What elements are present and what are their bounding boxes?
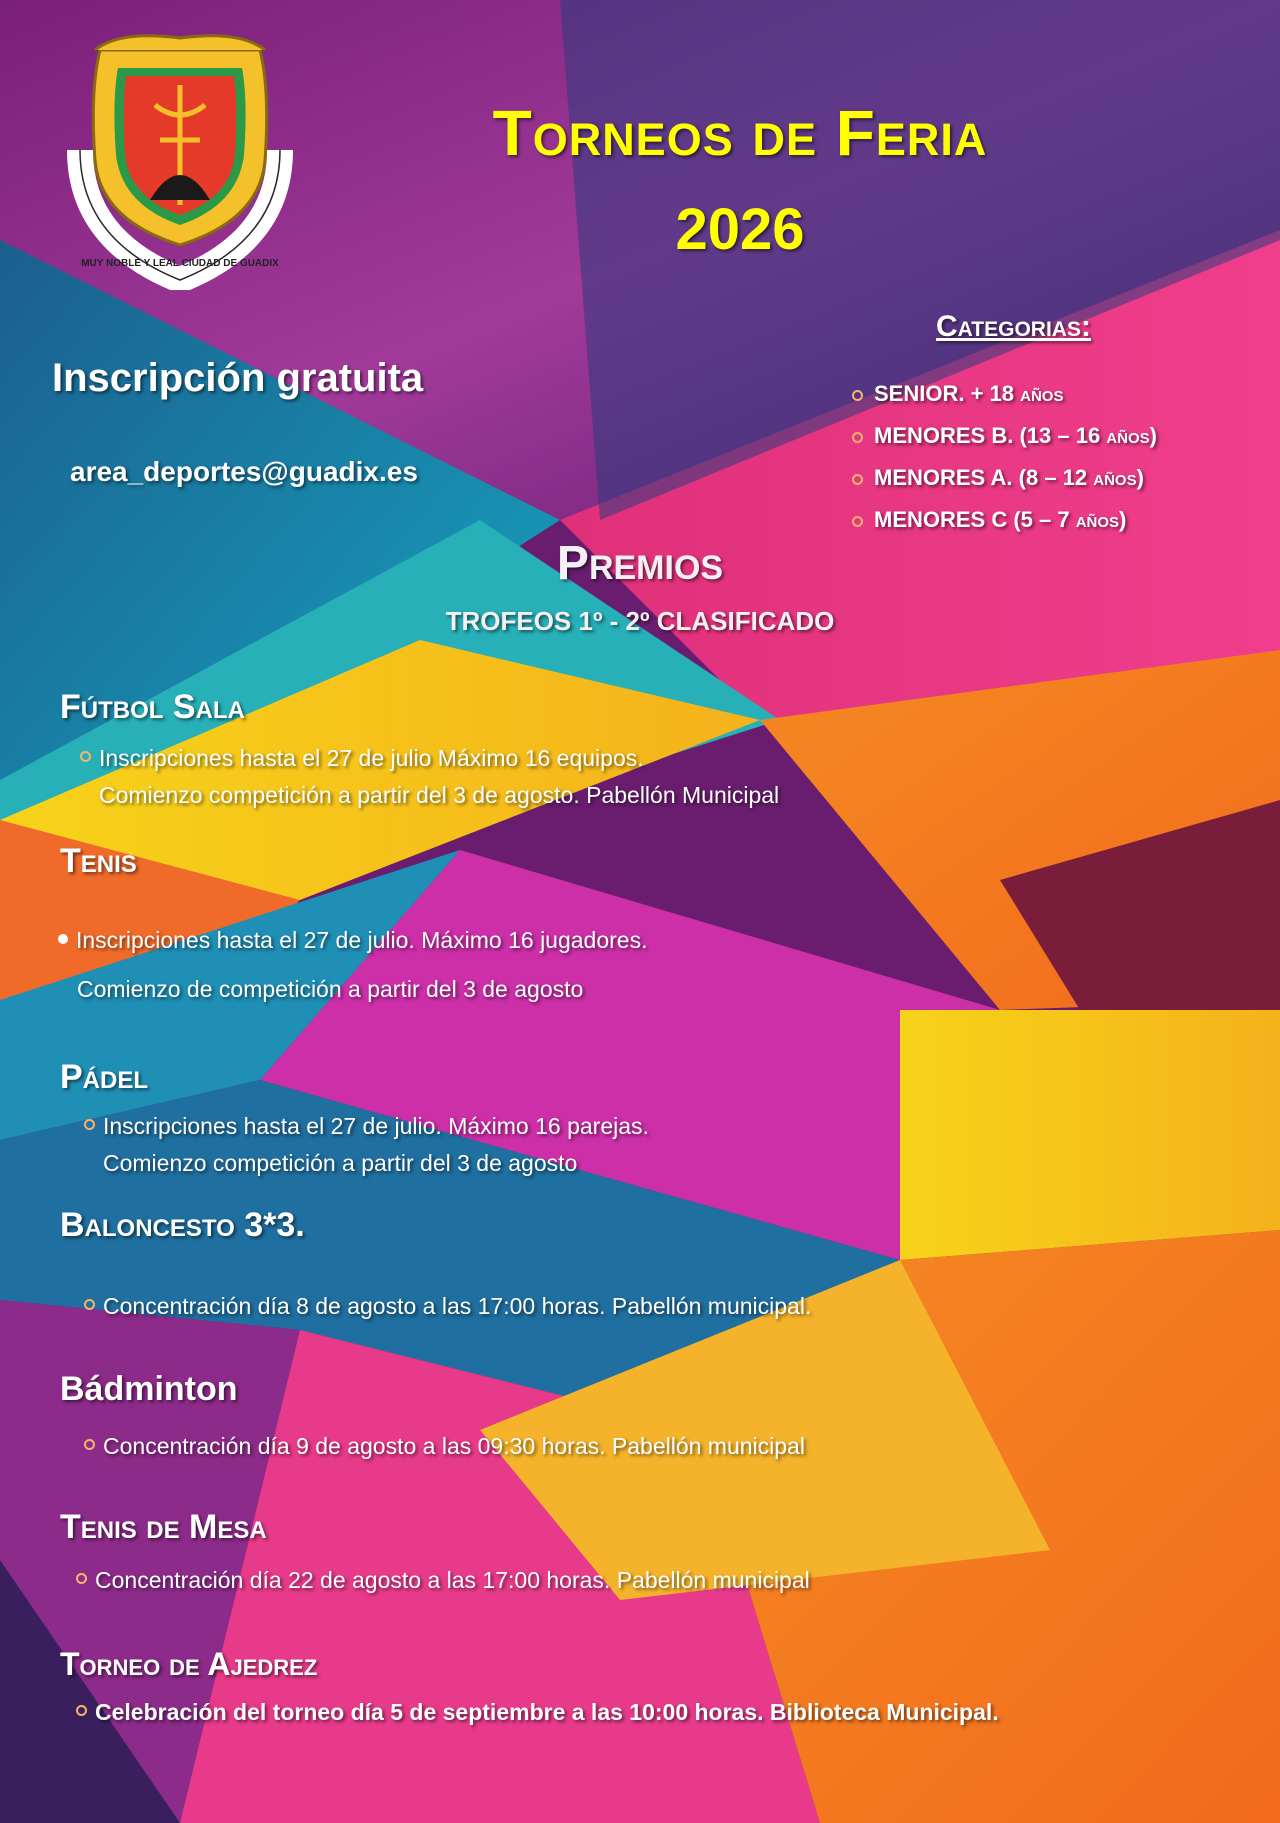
bullet-icon	[76, 1573, 87, 1584]
prizes-title: Premios	[556, 537, 724, 590]
sport-line: Comienzo competición a partir del 3 de agosto. Pabellón Municipal	[99, 782, 780, 808]
sport-line: Inscripciones hasta el 27 de julio Máximo 16 equipos.	[99, 745, 644, 771]
event-year: 2026	[675, 197, 805, 262]
category-item: MENORES A. (8 – 12 años)	[852, 462, 1157, 504]
bullet-icon	[84, 1299, 95, 1310]
registration-label: Inscripción gratuita	[52, 356, 424, 400]
sport-details-tenis	[58, 922, 648, 1008]
sport-line: Concentración día 9 de agosto a las 09:30 horas. Pabellón municipal	[103, 1433, 805, 1459]
sport-line: Inscripciones hasta el 27 de julio. Máximo 16 jugadores.	[76, 927, 648, 953]
bullet-icon	[84, 1119, 95, 1130]
crest-motto: MUY NOBLE Y LEAL CIUDAD DE GUADIX	[81, 258, 279, 269]
bullet-icon	[58, 934, 68, 944]
sport-line: Comienzo de competición a partir del 3 de agosto	[77, 976, 584, 1002]
sport-title-ajedrez: Torneo de Ajedrez	[60, 1646, 318, 1682]
sport-title-tenis-de-mesa: Tenis de Mesa	[60, 1508, 267, 1546]
registration-email[interactable]: area_deportes@guadix.es	[70, 456, 418, 487]
bullet-icon	[76, 1705, 87, 1716]
categories-title: Categorias:	[936, 310, 1091, 343]
sport-details-badminton	[84, 1428, 805, 1465]
sport-details-tenis-de-mesa	[76, 1562, 810, 1599]
sport-title-baloncesto: Baloncesto 3*3.	[60, 1206, 305, 1244]
sport-details-ajedrez	[76, 1694, 999, 1731]
sport-title-futbol-sala: Fútbol Sala	[60, 688, 245, 726]
sport-line: Concentración día 22 de agosto a las 17:00 horas. Pabellón municipal	[95, 1567, 810, 1593]
sport-line: Celebración del torneo día 5 de septiembre a las 10:00 horas. Biblioteca Municipal.	[95, 1699, 999, 1725]
prizes-subtitle: TROFEOS 1º - 2º CLASIFICADO	[445, 606, 835, 636]
sport-line: Inscripciones hasta el 27 de julio. Máximo 16 parejas.	[103, 1113, 649, 1139]
event-title: Torneos de Feria	[492, 97, 988, 169]
sport-title-badminton: Bádminton	[60, 1370, 238, 1408]
sport-line: Comienzo competición a partir del 3 de agosto	[103, 1150, 578, 1176]
sport-details-futbol-sala	[80, 740, 779, 814]
sport-title-tenis: Tenis	[60, 842, 137, 880]
sport-line: Concentración día 8 de agosto a las 17:00 horas. Pabellón municipal.	[103, 1293, 812, 1319]
category-item: MENORES C (5 – 7 años)	[852, 504, 1157, 546]
category-item: MENORES B. (13 – 16 años)	[852, 420, 1157, 462]
sport-details-padel	[84, 1108, 649, 1182]
sport-details-baloncesto	[84, 1288, 811, 1325]
bullet-icon	[84, 1439, 95, 1450]
sport-title-padel: Pádel	[60, 1058, 149, 1096]
categories-list	[852, 378, 1157, 546]
bullet-icon	[80, 751, 91, 762]
category-item: SENIOR. + 18 años	[852, 378, 1157, 420]
